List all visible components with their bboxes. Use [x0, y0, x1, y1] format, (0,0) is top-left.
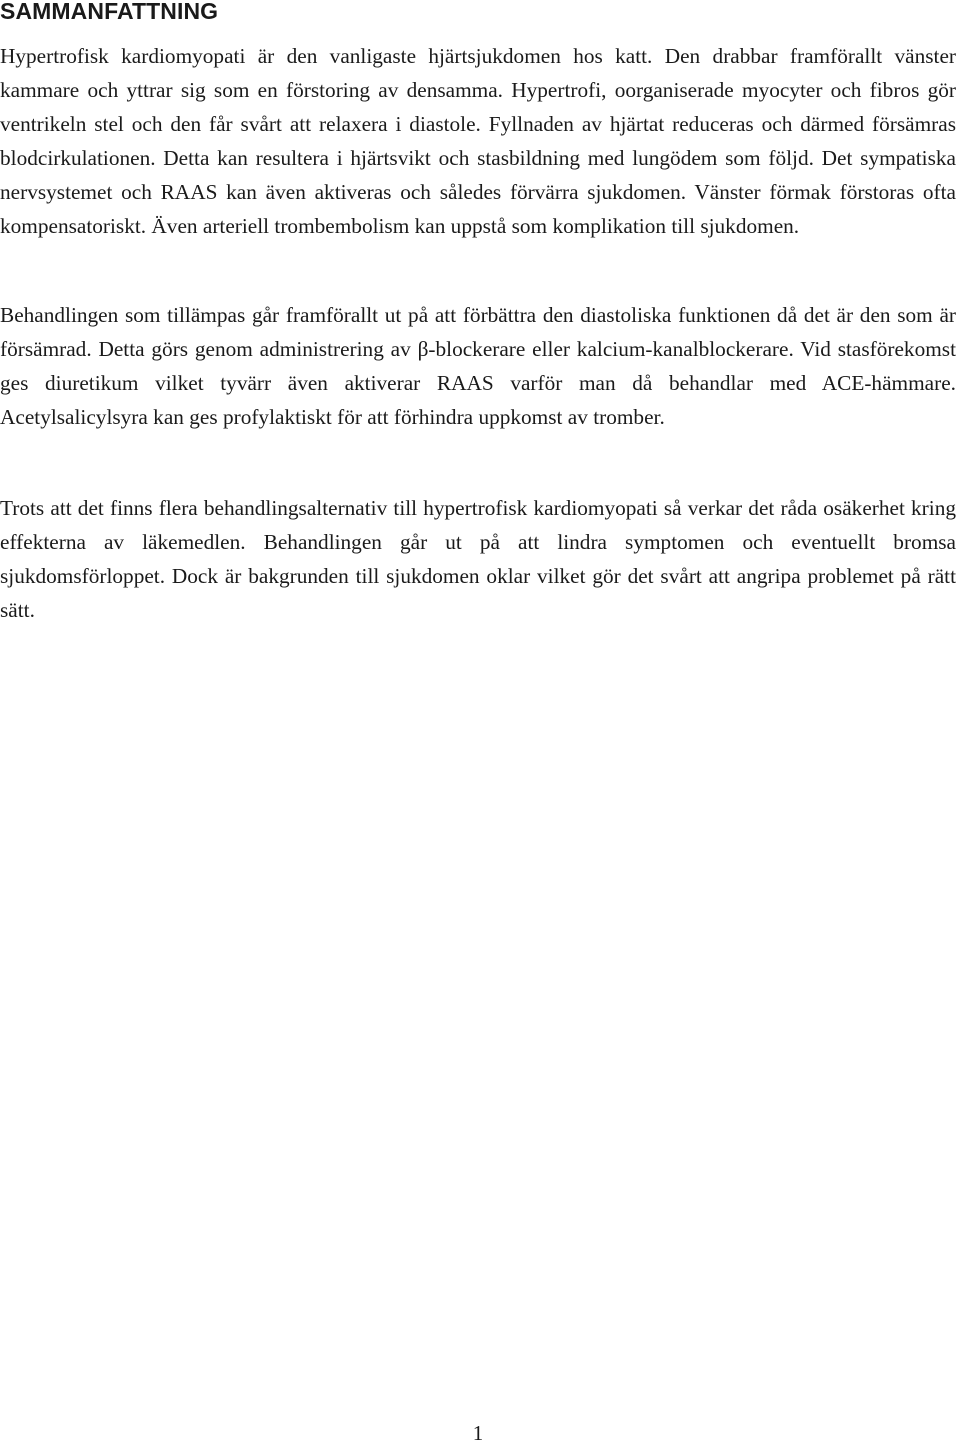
summary-paragraph-3: Trots att det finns flera behandlingsalternativ till hypertrofisk kardiomyopati så verkar det råda osäkerhet kring effekterna av läkemedlen. Behandlingen går ut på att lindra symptomen och eventuellt bromsa sjukdomsförloppet. Dock är bakgrunden till sjukdomen oklar vilket gör det svårt att angripa problemet på rätt sätt. — [0, 496, 956, 622]
page-number: 1 — [472, 1421, 484, 1445]
summary-paragraph-2: Behandlingen som tillämpas går framförallt ut på att förbättra den diastoliska funktionen då det är den som är försämrad. Detta görs genom administrering av β-blockerare eller kalcium-kanalblockerare. Vid stasförekomst ges diuretikum vilket tyvärr även aktiverar RAAS varför man då behandlar med ACE-hämmare. Acetylsalicylsyra kan ges profylaktiskt för att förhindra uppkomst av tromber. — [0, 303, 956, 429]
summary-paragraph-1: Hypertrofisk kardiomyopati är den vanligaste hjärtsjukdomen hos katt. Den drabbar framförallt vänster kammare och yttrar sig som en förstoring av densamma. Hypertrofi, oorganiserade myocyter och fibros gör ventrikeln stel och den får svårt att relaxera i diastole. Fyllnaden av hjärtat reduceras och därmed försämras blodcirkulationen. Detta kan resultera i hjärtsvikt och stasbildning med lungödem som följd. Det sympatiska nervsystemet och RAAS kan även aktiveras och således förvärra sjukdomen. Vänster förmak förstoras ofta kompensatoriskt. Även arteriell trombembolism kan uppstå som komplikation till sjukdomen. — [0, 44, 956, 238]
section-heading: SAMMANFATTNING — [0, 0, 219, 24]
